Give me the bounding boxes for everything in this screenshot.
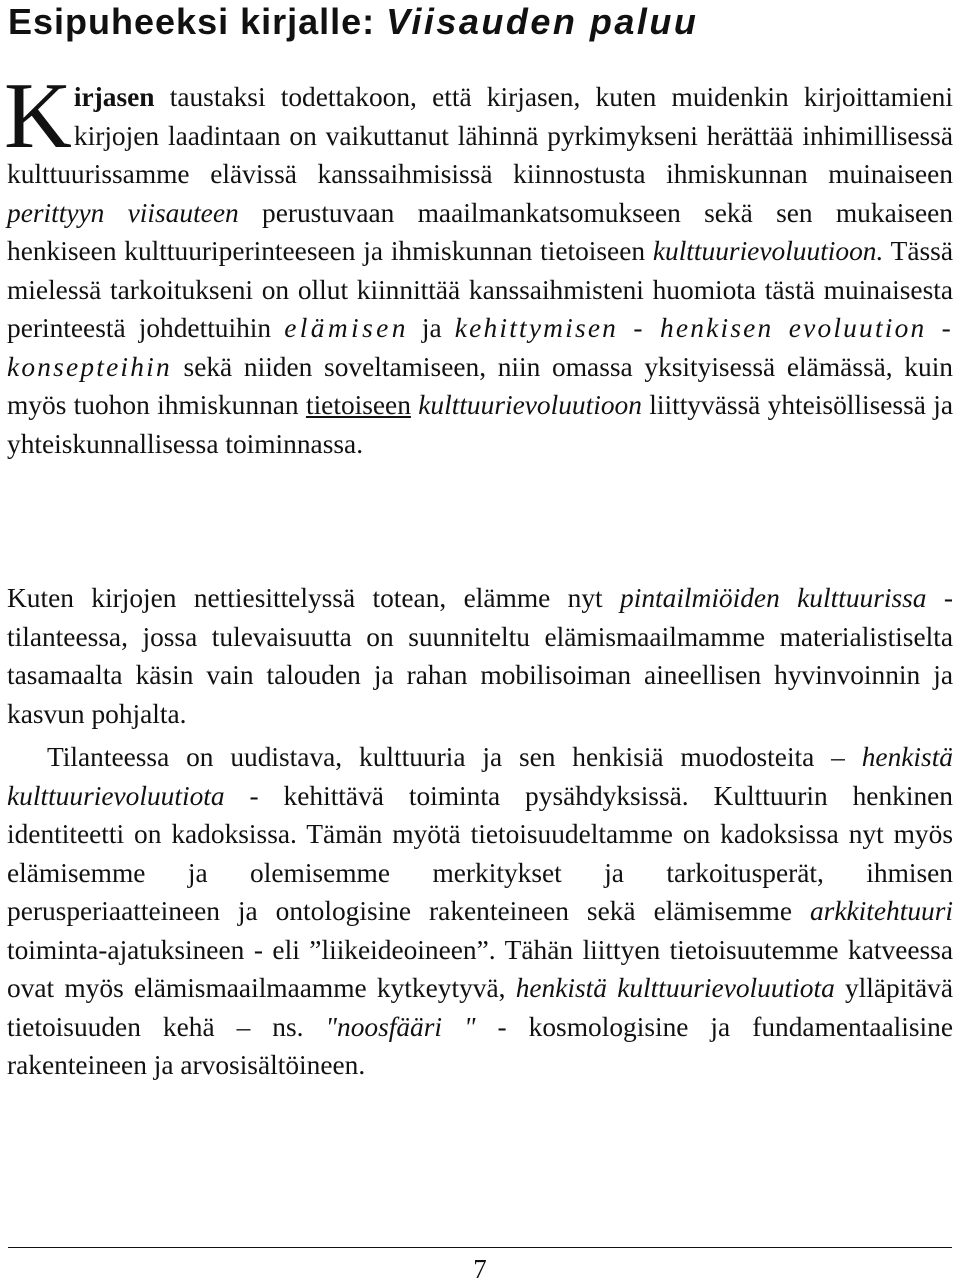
italic-phrase: arkkitehtuuri: [809, 896, 953, 926]
drop-cap: K: [4, 64, 72, 168]
spaced-italic-phrase: elämisen: [284, 313, 409, 343]
italic-phrase: kulttuurievoluutioon.: [652, 236, 884, 266]
text-span: sekä niiden soveltamiseen, niin omassa yksityisessä elämässä, kuin myös tuohon ihmiskunnan: [7, 351, 953, 420]
italic-phrase: pintailmiöiden kulttuurissa: [620, 583, 927, 613]
paragraph-2: [7, 579, 953, 733]
bold-lead-word: irjasen: [73, 82, 155, 112]
text-span: - kehittävä toiminta pysähdyksissä. Kulttuurin henkinen identiteetti on kadoksissa. Tämän myötä tietoisuudeltamme on kadoksissa nyt myös elämisemme ja olemisemme merkitykset ja tarkoitusperät, ihmisen perusperiaatteineen ja ontologisine rakenteineen sekä elämisemme: [7, 780, 953, 926]
italic-phrase: "noosfääri ": [325, 1011, 476, 1042]
text-span: Tässä mielessä tarkoitukseni on ollut kiinnittää kanssaihmisteni huomiota tästä muinaisesta perinteestä johdettuihin: [7, 236, 953, 343]
text-span: taustaksi todettakoon, että kirjasen, kuten muidenkin kirjoittamieni kirjojen laadintaan on vaikuttanut lähinnä pyrkimykseni herättää inhimillisessä kulttuurissamme elävissä kanssaihmisissä kiinnostusta ihmiskunnan muinaiseen: [7, 82, 953, 189]
italic-phrase: kulttuurievoluutioon: [418, 390, 642, 420]
text-span: Kuten kirjojen nettiesittelyssä totean, elämme nyt: [7, 583, 621, 613]
title-prefix: Esipuheeksi kirjalle:: [8, 1, 387, 42]
text-span: - kosmologisine ja fundamentaalisine rakenteineen ja arvosisältöineen.: [7, 1011, 953, 1080]
text-span: liittyvässä yhteisöllisessä ja yhteiskunnallisessa toiminnassa.: [7, 390, 953, 459]
page-number: 7: [473, 1254, 487, 1284]
text-span: ylläpitävä tietoisuuden kehä – ns.: [7, 973, 953, 1042]
underlined-word: tietoiseen: [305, 390, 411, 420]
spaced-italic-phrase: kehittymisen - henkisen evoluution - konsepteihin: [7, 313, 953, 382]
paragraph-1: [4, 64, 954, 463]
paragraph-3: [7, 738, 953, 1085]
italic-phrase: henkistä kulttuurievoluutiota: [7, 742, 953, 811]
page-title: [8, 0, 952, 44]
footer-divider: [8, 1247, 952, 1248]
text-span: Tilanteessa on uudistava, kulttuuria ja sen henkisiä muodosteita –: [47, 742, 862, 772]
italic-phrase: henkistä kulttuurievoluutiota: [515, 973, 835, 1003]
title-book-name: Viisauden paluu: [386, 1, 699, 42]
italic-phrase: perittyyn viisauteen: [7, 197, 239, 228]
text-span: perustuvaan maailmankatsomukseen sekä sen mukaiseen henkiseen kulttuuriperinteeseen ja ihmiskunnan tietoiseen: [7, 197, 954, 266]
text-span: - tilanteessa, jossa tulevaisuutta on suunniteltu elämismaailmamme materialistiselta tasamaalta käsin vain talouden ja rahan mobilisoiman aineellisen hyvinvoinnin ja kasvun pohjalta.: [7, 583, 953, 729]
text-span: toiminta-ajatuksineen - eli ”liikeideoineen”. Tähän liittyen tietoisuutemme katveessa ovat myös elämismaailmaamme kytkeytyvä,: [7, 934, 953, 1003]
text-span: ja: [408, 313, 455, 343]
